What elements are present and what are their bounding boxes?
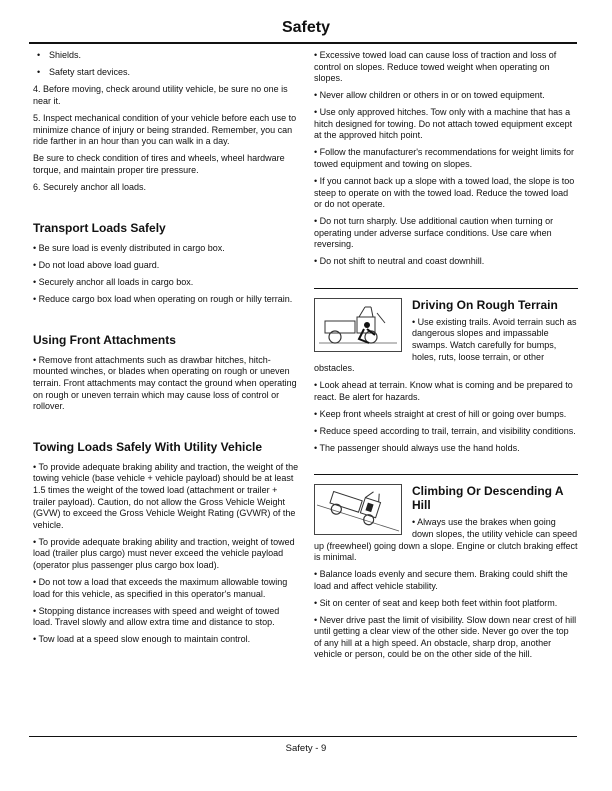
- para-tires: Be sure to check condition of tires and wheels, wheel hardware torque, and maintain proper tire pressure.: [33, 153, 285, 175]
- towing-item: • To provide adequate braking ability and traction, the weight of the towing vehicle (base vehicle + vehicle payload) should be at least 1.5 times the weight of the towed load (attachment or trailer + trailer payload). Caution, do not allow the Gross Vehicle Weight (GVW) to exceed the Gross Vehicle Weight Rating (GVWR) of the vehicle.: [33, 461, 299, 530]
- towing-cont-item: • Do not turn sharply. Use additional caution when turning or operating under adverse surface conditions. Use care when reversing.: [314, 216, 554, 250]
- slope-drawing: [315, 485, 401, 534]
- left-column: [33, 50, 299, 651]
- towing-item: • Do not tow a load that exceeds the maximum allowable towing load for this vehicle, as specified in this operator's manual.: [33, 576, 288, 599]
- transport-item: • Securely anchor all loads in cargo box.: [33, 277, 194, 288]
- hill-item: • Never drive past the limit of visibility. Slow down near crest of hill until getting a clear view of the other side. Never go over the top of any hill at a high speed. An obstacle, sharp drop, another vehicle or person, could be on the other side of the hill.: [314, 614, 577, 660]
- towing-cont-item: • If you cannot back up a slope with a towed load, the slope is too steep to operate on with the towed load. Reduce the towed load or do not operate.: [314, 175, 575, 210]
- para-anchor: 6. Securely anchor all loads.: [33, 181, 147, 192]
- header-rule: [29, 42, 577, 44]
- towing-cont-item: • Use only approved hitches. Tow only with a machine that has a hitch designed for towing. Do not attach towed equipment except at the approved hitch point.: [314, 107, 573, 141]
- page-number: Safety - 9: [285, 743, 327, 754]
- hill-item: • Balance loads evenly and secure them. Braking could shift the load and affect vehicle stability.: [314, 569, 568, 591]
- rollover-drawing: [315, 299, 401, 351]
- hill-item: • Sit on center of seat and keep both feet within foot platform.: [314, 597, 558, 608]
- right-column: [314, 50, 578, 666]
- transport-item: • Do not load above load guard.: [33, 260, 160, 271]
- para-inspect: 5. Inspect mechanical condition of your vehicle before each use to minimize chance of injury or being stranded. Remember, you can ride farther in an hour than you can walk in a day.: [33, 112, 297, 147]
- bullet-shields: • Shields.: [33, 50, 299, 62]
- rough-item: • Use existing trails. Avoid terrain such as dangerous slopes and impassable swamps. Watch carefully for bumps, holes, ruts, loose terrain, or other obstacles.: [314, 316, 577, 374]
- hill-item: • Always use the brakes when going down slopes, the utility vehicle can speed up (freewheel) going down a slope. Engine or clutch braking effect is minimal.: [314, 517, 578, 563]
- section-rough-terrain: [314, 288, 578, 455]
- rough-item: • Reduce speed according to trail, terrain, and visibility conditions.: [314, 425, 576, 436]
- rough-item: • Look ahead at terrain. Know what is coming and be prepared to react. Be alert for hazards.: [314, 380, 573, 402]
- towing-item: • Stopping distance increases with speed and weight of towed load. Travel slowly and allow extra time and distance to stop.: [33, 605, 280, 628]
- front-item: • Remove front attachments such as drawbar hitches, hitch-mounted winches, or blades when operating on rough or uneven terrain. Front attachments may contact the ground when operating on rough or uneven terrain which may cause loss of control or rollover.: [33, 354, 297, 412]
- towing-item: • To provide adequate braking ability and traction, weight of towed load (trailer plus cargo) must never exceed the vehicle payload (operator plus passenger plus cargo box load).: [33, 536, 295, 570]
- utility-vehicle-rollover-illustration: [314, 298, 402, 352]
- transport-item: • Be sure load is evenly distributed in cargo box.: [33, 243, 225, 254]
- towing-cont-item: • Do not shift to neutral and coast downhill.: [314, 256, 485, 267]
- section-rule: [314, 474, 578, 475]
- utility-vehicle-on-slope-illustration: [314, 484, 402, 535]
- transport-item: • Reduce cargo box load when operating on rough or hilly terrain.: [33, 294, 293, 305]
- heading-front-attachments: Using Front Attachments: [33, 332, 176, 347]
- heading-towing: Towing Loads Safely With Utility Vehicle: [33, 439, 263, 454]
- section-rule: [314, 288, 578, 289]
- towing-cont-item: • Follow the manufacturer's recommendations for weight limits for towed equipment and towing on slopes.: [314, 147, 574, 169]
- page-title: Safety: [281, 19, 331, 36]
- section-climbing-hill: [314, 474, 578, 661]
- towing-cont-item: • Excessive towed load can cause loss of traction and loss of control on slopes. Reduce towed weight when operating on slopes.: [314, 50, 557, 84]
- bullet-safety-start: • Safety start devices.: [33, 67, 299, 79]
- para-before-moving: 4. Before moving, check around utility vehicle, be sure no one is near it.: [33, 84, 288, 106]
- rough-item: • The passenger should always use the hand holds.: [314, 442, 520, 453]
- footer-rule: [29, 736, 577, 737]
- towing-item: • Tow load at a speed slow enough to maintain control.: [33, 634, 251, 645]
- rough-item: • Keep front wheels straight at crest of hill or going over bumps.: [314, 408, 567, 419]
- heading-climbing-hill: Climbing Or Descending A Hill: [412, 484, 564, 513]
- heading-rough-terrain: Driving On Rough Terrain: [412, 297, 558, 312]
- towing-cont-item: • Never allow children or others in or on towed equipment.: [314, 90, 545, 101]
- heading-transport: Transport Loads Safely: [33, 221, 166, 236]
